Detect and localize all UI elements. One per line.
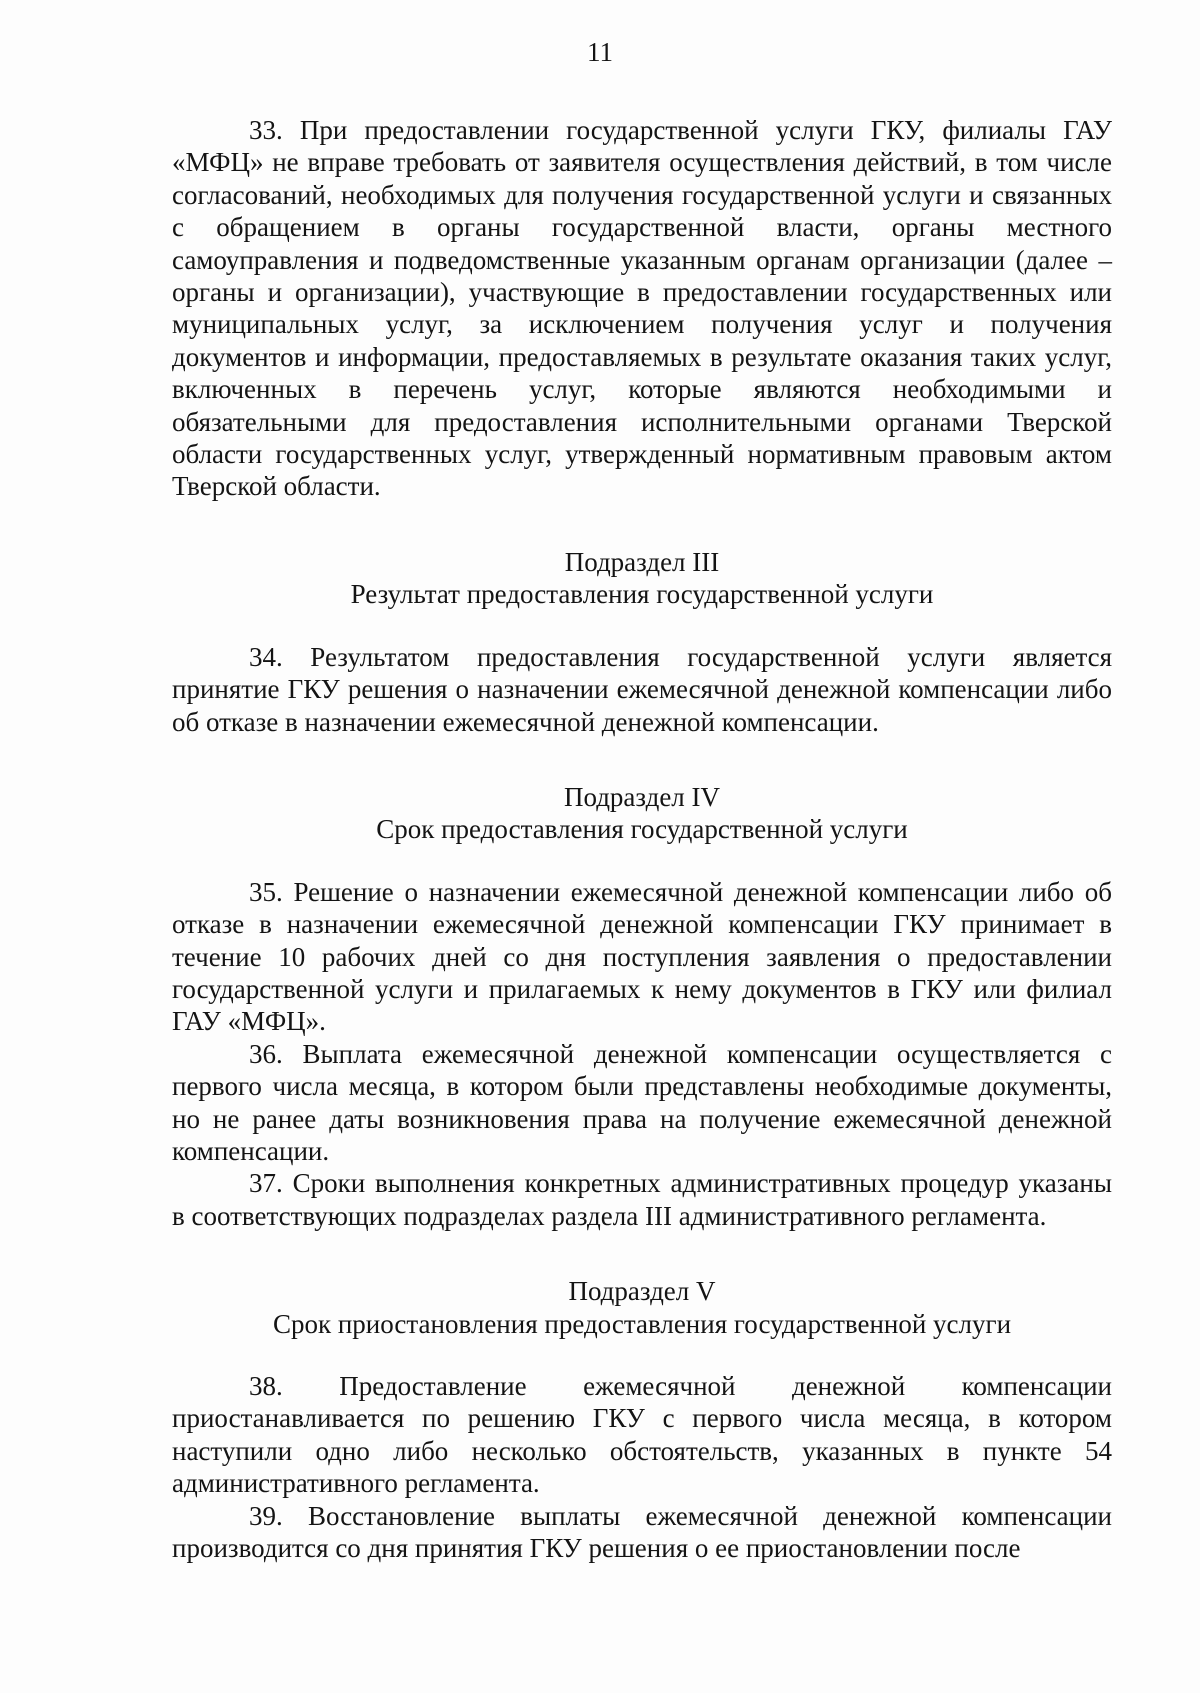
paragraph-37: 37. Сроки выполнения конкретных административных процедур указаны в соответствующих подразделах раздела III административного регламента. bbox=[172, 1168, 1112, 1231]
subsection-title: Срок предоставления государственной услуги bbox=[376, 814, 908, 845]
document-body bbox=[172, 114, 1112, 1564]
subsection-3-heading bbox=[172, 546, 1112, 611]
subsection-label: Подраздел IV bbox=[563, 781, 721, 812]
paragraph-35: 35. Решение о назначении ежемесячной денежной компенсации либо об отказе в назначении ежемесячной денежной компенсации ГКУ принимает в течение 10 рабочих дней со дня поступления заявления о предоставлении государственной услуги и прилагаемых к нему документов в ГКУ или филиал ГАУ «МФЦ». bbox=[172, 876, 1112, 1037]
subsection-title: Срок приостановления предоставления государственной услуги bbox=[272, 1308, 1012, 1339]
paragraph-36: 36. Выплата ежемесячной денежной компенсации осуществляется с первого числа месяца, в котором были представлены необходимые документы, но не ранее даты возникновения права на получение ежемесячной денежной компенсации. bbox=[172, 1038, 1112, 1166]
paragraph-33: 33. При предоставлении государственной услуги ГКУ, филиалы ГАУ «МФЦ» не вправе требовать от заявителя осуществления действий, в том числе согласований, необходимых для получения государственной услуги и связанных с обращением в органы государственной власти, органы местного самоуправления и подведомственные указанным органам организации (далее – органы и организации), участвующие в предоставлении государственных или муниципальных услуг, за исключением получения услуг и получения документов и информации, предоставляемых в результате оказания таких услуг, включенных в перечень услуг, которые являются необходимыми и обязательными для предоставления исполнительными органами Тверской области государственных услуг, утвержденный нормативным правовым актом Тверской области. bbox=[172, 115, 1112, 502]
subsection-5-heading bbox=[172, 1275, 1112, 1340]
subsection-4-heading bbox=[172, 781, 1112, 846]
paragraph-34: 34. Результатом предоставления государственной услуги является принятие ГКУ решения о назначении ежемесячной денежной компенсации либо об отказе в назначении ежемесячной денежной компенсации. bbox=[172, 641, 1112, 737]
paragraph-39: 39. Восстановление выплаты ежемесячной денежной компенсации производится со дня принятия ГКУ решения о ее приостановлении после bbox=[172, 1500, 1112, 1564]
subsection-label: Подраздел V bbox=[568, 1276, 716, 1307]
page-number: 11 bbox=[587, 37, 613, 67]
subsection-label: Подраздел III bbox=[564, 546, 720, 577]
paragraph-38: 38. Предоставление ежемесячной денежной компенсации приостанавливается по решению ГКУ с первого числа месяца, в котором наступили одно либо несколько обстоятельств, указанных в пункте 54 административного регламента. bbox=[172, 1371, 1112, 1499]
subsection-title: Результат предоставления государственной услуги bbox=[350, 579, 934, 610]
